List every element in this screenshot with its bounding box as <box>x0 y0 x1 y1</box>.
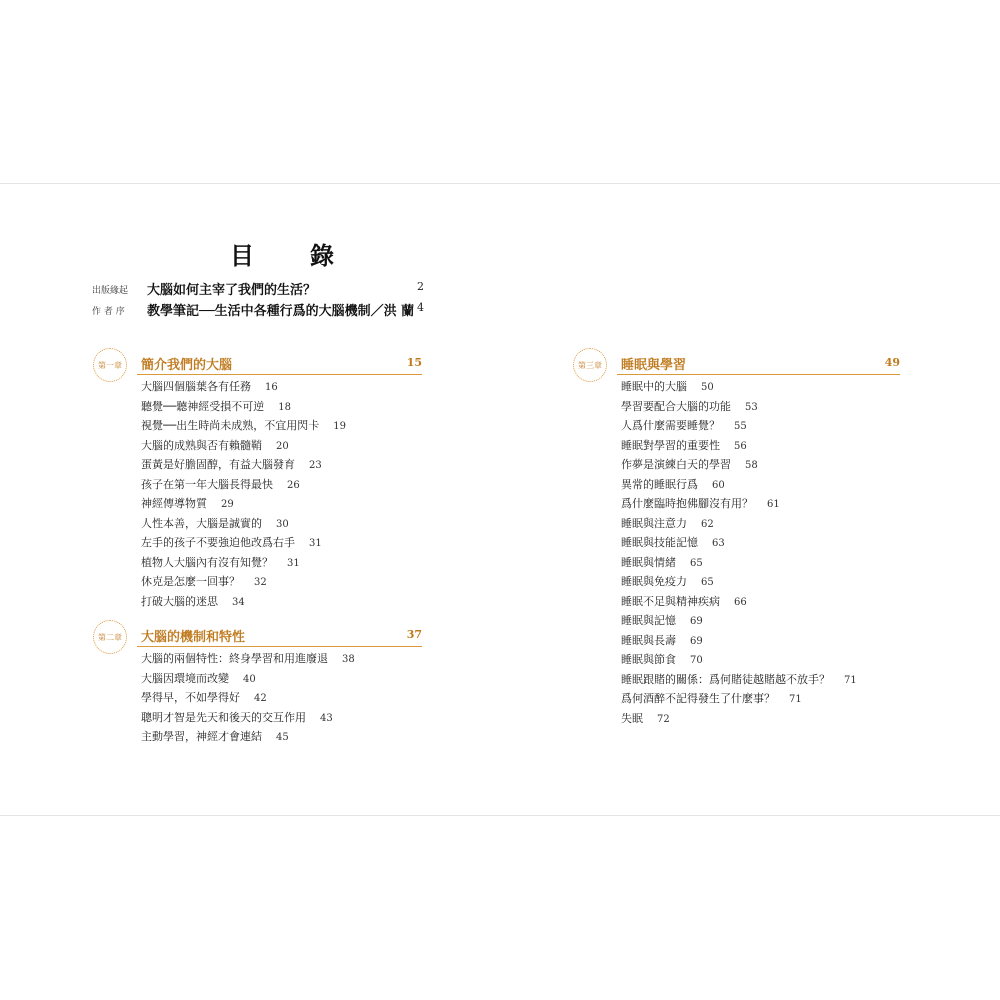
chapter-item-list <box>141 649 355 747</box>
toc-item-page: 38 <box>342 654 355 665</box>
chapter-page: 15 <box>406 356 422 369</box>
toc-item-page: 31 <box>287 557 300 569</box>
toc-item[interactable] <box>621 592 857 612</box>
toc-item[interactable] <box>141 436 346 456</box>
toc-item-title: 睡眠與長壽 <box>621 633 676 647</box>
top-divider <box>0 183 1000 184</box>
toc-item[interactable] <box>621 611 857 631</box>
toc-item[interactable] <box>141 455 346 475</box>
toc-item-page: 30 <box>276 518 289 530</box>
toc-item-title: 人爲什麼需要睡覺？ <box>621 419 720 432</box>
toc-item[interactable] <box>141 688 355 708</box>
toc-item-title: 神經傳導物質 <box>141 497 207 510</box>
toc-item-title: 聰明才智是先天和後天的交互作用 <box>141 710 306 724</box>
toc-item-title: 人性本善，大腦是誠實的 <box>141 516 262 530</box>
toc-item[interactable] <box>621 455 857 475</box>
toc-item-title: 打破大腦的迷思 <box>141 594 218 608</box>
toc-item[interactable] <box>141 475 346 495</box>
toc-item[interactable] <box>621 650 857 670</box>
toc-item-page: 16 <box>265 382 278 393</box>
toc-item-title: 失眠 <box>621 711 643 725</box>
toc-item-page: 29 <box>221 499 234 510</box>
chapter-heading[interactable] <box>93 620 422 650</box>
toc-item[interactable] <box>621 377 857 397</box>
toc-item-title: 休克是怎麼一回事？ <box>141 575 240 588</box>
toc-item-title: 大腦的成熟與否有賴髓鞘 <box>141 438 262 452</box>
toc-item-title: 植物人大腦內有沒有知覺？ <box>141 555 273 569</box>
toc-item[interactable] <box>141 514 346 534</box>
toc-item[interactable] <box>621 436 857 456</box>
toc-item-page: 53 <box>745 401 758 413</box>
toc-item-title: 睡眠與節食 <box>621 653 676 666</box>
chapter-1 <box>93 348 422 608</box>
chapter-badge-label: 第三章 <box>578 361 602 370</box>
toc-item[interactable] <box>141 494 346 514</box>
front-matter-page: 4 <box>417 301 424 314</box>
chapter-badge <box>93 620 127 654</box>
toc-item-page: 42 <box>254 693 267 704</box>
toc-item-title: 睡眠與記憶 <box>621 614 676 627</box>
toc-item[interactable] <box>621 670 857 690</box>
toc-item-page: 55 <box>734 421 747 432</box>
front-matter-entry[interactable] <box>92 300 424 320</box>
chapter-item-list <box>621 377 857 728</box>
toc-item-title: 睡眠不足與精神疾病 <box>621 594 720 608</box>
chapter-item-list <box>141 377 346 611</box>
chapter-underline <box>137 646 422 647</box>
toc-item-page: 20 <box>276 440 289 452</box>
toc-item[interactable] <box>141 649 355 669</box>
toc-item-page: 31 <box>309 538 322 549</box>
chapter-underline <box>617 374 900 375</box>
chapter-badge-label: 第一章 <box>98 361 122 370</box>
toc-item[interactable] <box>141 669 355 689</box>
toc-item-page: 69 <box>690 616 703 627</box>
toc-item-page: 63 <box>712 538 725 549</box>
toc-item[interactable] <box>141 533 346 553</box>
front-matter-title: 大腦如何主宰了我們的生活？ <box>147 283 317 298</box>
toc-item-page: 65 <box>701 577 714 588</box>
toc-item[interactable] <box>141 727 355 747</box>
toc-item-page: 71 <box>789 694 802 705</box>
toc-item-title: 爲何酒醉不記得發生了什麼事？ <box>621 692 775 705</box>
toc-item[interactable] <box>621 514 857 534</box>
chapter-title: 簡介我們的大腦 <box>141 358 233 373</box>
toc-item-page: 43 <box>320 712 333 724</box>
toc-item-page: 58 <box>745 460 758 471</box>
toc-item-page: 45 <box>276 732 289 743</box>
toc-item-page: 66 <box>734 596 747 608</box>
front-matter-tag: 作 者 序 <box>92 307 125 317</box>
chapter-badge <box>573 348 607 382</box>
toc-item[interactable] <box>621 533 857 553</box>
toc-item[interactable] <box>621 572 857 592</box>
toc-item-title: 睡眠與免疫力 <box>621 575 687 588</box>
toc-item-title: 睡眠跟賭的關係：爲何賭徒越賭越不放手？ <box>621 672 830 686</box>
toc-item-page: 69 <box>690 635 703 647</box>
toc-item[interactable] <box>621 475 857 495</box>
chapter-title: 大腦的機制和特性 <box>141 630 246 645</box>
toc-item-page: 32 <box>254 577 267 588</box>
toc-item-title: 聽覺──聽神經受損不可逆 <box>141 399 265 413</box>
bottom-divider <box>0 815 1000 816</box>
toc-item-title: 大腦四個腦葉各有任務 <box>141 380 251 393</box>
toc-item[interactable] <box>141 572 346 592</box>
toc-item-page: 62 <box>701 518 714 530</box>
toc-item-title: 異常的睡眠行爲 <box>621 477 698 491</box>
chapter-heading[interactable] <box>93 348 422 378</box>
toc-item-page: 50 <box>701 382 714 393</box>
front-matter-entry[interactable] <box>92 279 424 299</box>
toc-item-title: 作夢是演練白天的學習 <box>621 458 731 471</box>
toc-item-page: 60 <box>712 479 725 491</box>
toc-item[interactable] <box>621 689 857 709</box>
front-matter-page: 2 <box>417 280 424 293</box>
toc-item-page: 70 <box>690 655 703 666</box>
toc-item-page: 61 <box>767 499 780 510</box>
toc-item[interactable] <box>141 708 355 728</box>
toc-item[interactable] <box>141 416 346 436</box>
toc-item[interactable] <box>621 631 857 651</box>
front-matter-title: 教學筆記──生活中各種行爲的大腦機制／洪 蘭 <box>147 304 415 319</box>
chapter-3 <box>573 348 900 725</box>
toc-item-title: 學得早，不如學得好 <box>141 691 240 704</box>
toc-item-page: 65 <box>690 557 703 569</box>
toc-item-page: 40 <box>243 673 256 685</box>
toc-item-title: 睡眠中的大腦 <box>621 380 687 393</box>
toc-item-title: 睡眠與技能記憶 <box>621 536 698 549</box>
toc-item-page: 34 <box>232 596 245 608</box>
toc-item[interactable] <box>141 592 346 612</box>
toc-item-title: 左手的孩子不要強迫他改爲右手 <box>141 536 295 549</box>
toc-item-title: 睡眠與注意力 <box>621 516 687 530</box>
toc-item-title: 主動學習，神經才會連結 <box>141 730 262 743</box>
toc-item-page: 19 <box>333 421 346 432</box>
chapter-2 <box>93 620 422 743</box>
toc-item-title: 蛋黃是好膽固醇，有益大腦發育 <box>141 458 295 471</box>
toc-item-title: 大腦的兩個特性：終身學習和用進廢退 <box>141 652 328 665</box>
chapter-underline <box>137 374 422 375</box>
chapter-title: 睡眠與學習 <box>621 358 687 373</box>
front-matter-tag: 出版緣起 <box>92 286 129 296</box>
chapter-page: 37 <box>406 628 422 641</box>
toc-item[interactable] <box>141 377 346 397</box>
toc-item-title: 視覺──出生時尚未成熟，不宜用閃卡 <box>141 419 320 432</box>
toc-item[interactable] <box>621 397 857 417</box>
toc-item-title: 爲什麼臨時抱佛腳沒有用？ <box>621 497 753 510</box>
toc-item-page: 71 <box>844 674 857 686</box>
toc-item[interactable] <box>141 397 346 417</box>
toc-item-title: 睡眠對學習的重要性 <box>621 438 720 452</box>
toc-item-page: 26 <box>287 479 300 491</box>
toc-item-title: 睡眠與情緒 <box>621 555 676 569</box>
toc-item-title: 孩子在第一年大腦長得最快 <box>141 477 273 491</box>
toc-item-page: 56 <box>734 440 747 452</box>
toc-item[interactable] <box>141 553 346 573</box>
toc-item-page: 23 <box>309 460 322 471</box>
page-title: 目 錄 <box>230 241 350 270</box>
toc-item[interactable] <box>621 494 857 514</box>
chapter-heading[interactable] <box>573 348 900 378</box>
toc-item-page: 72 <box>657 713 670 725</box>
chapter-page: 49 <box>884 356 900 369</box>
toc-item-page: 18 <box>278 401 291 413</box>
toc-item[interactable] <box>621 416 857 436</box>
chapter-badge <box>93 348 127 382</box>
chapter-badge-label: 第二章 <box>98 633 122 642</box>
toc-item[interactable] <box>621 553 857 573</box>
toc-item-title: 學習要配合大腦的功能 <box>621 399 731 413</box>
toc-item-title: 大腦因環境而改變 <box>141 671 229 685</box>
toc-item[interactable] <box>621 709 857 729</box>
